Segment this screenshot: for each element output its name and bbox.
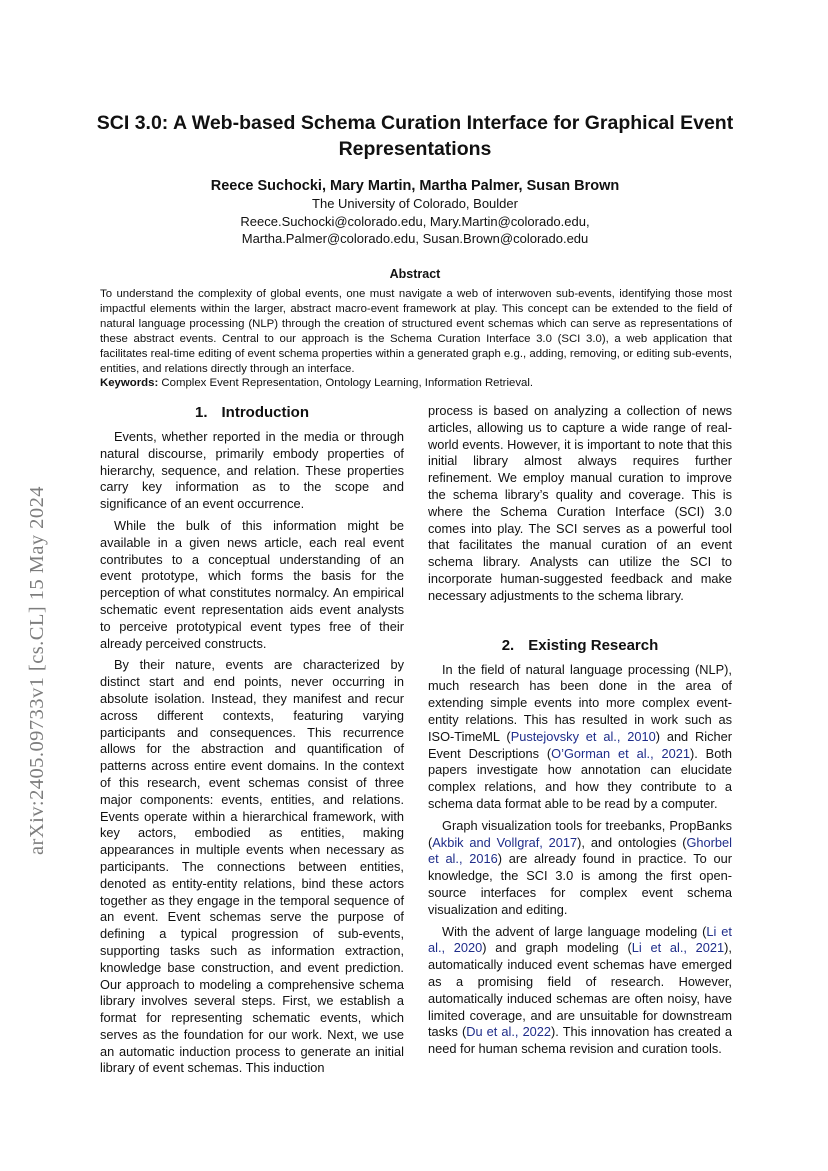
text-run: Graph visualization tools for treebanks, PropBanks ( [428, 817, 732, 850]
citation-link[interactable]: O’Gorman et al., 2021 [551, 745, 690, 761]
paper-title: SCI 3.0: A Web-based Schema Curation Interface for Graphical Event Representations [96, 112, 734, 160]
existing-research-paragraph-1 [428, 662, 732, 813]
section-number: 2. [501, 636, 515, 654]
intro-paragraph-2: While the bulk of this information might be available in a given news article, each real event contributes to a conceptual understanding of an event prototype, which forms the basis for the perception of what constitutes normalcy. An empirical schematic event representation aids event analysts to perceive prototypical event types free of their already perceived constructs. [100, 517, 404, 651]
keywords-label: Keywords: [100, 377, 159, 389]
author-list: Reece Suchocki, Mary Martin, Martha Palmer, Susan Brown [210, 178, 620, 194]
affiliation: The University of Colorado, Boulder [312, 196, 518, 211]
citation-link[interactable]: Du et al., 2022 [466, 1024, 552, 1040]
section-title: Introduction [221, 404, 309, 421]
text-run: ), and ontologies ( [577, 834, 687, 850]
author-emails-line-2: Martha.Palmer@colorado.edu, Susan.Brown@colorado.edu [241, 231, 589, 246]
citation-link[interactable]: Akbik and Vollgraf, 2017 [432, 834, 578, 850]
section-heading-existing-research [428, 636, 732, 656]
intro-paragraph-3: By their nature, events are characterized by distinct start and end points, never occurring in absolute isolation. Instead, they manifest and recur across different contexts, featuring varying participants and consequences. This recurrence allows for the abstraction and quantification of patterns across entire event domains. In the context of this research, event schemas consist of three major components: events, entities, and relations. Events operate within a hierarchical framework, with key actors, embodied as entities, making appearances in multiple events when necessary as participants. The connections between entities, denoted as entity-entity relations, bind these actors together as they engage in the temporal sequence of an event. Event schemas serve the purpose of defining a typical progression of sub-events, supporting tasks such as information extraction, knowledge base construction, and event prediction. Our approach to modeling a comprehensive schema library involves several steps. First, we establish a format for representing schematic events, which serves as the foundation for our work. Next, we use an automatic induction process to generate an initial library of event schemas. This induction [100, 657, 404, 1076]
citation-link[interactable]: Li et al., 2021 [631, 940, 725, 956]
citation-link[interactable]: Pustejovsky et al., 2010 [510, 728, 656, 744]
section-heading-introduction [100, 403, 404, 423]
left-column [100, 403, 404, 1082]
text-run: With the advent of large language modeling ( [442, 923, 707, 939]
author-emails-line-1: Reece.Suchocki@colorado.edu, Mary.Martin@colorado.edu, [240, 213, 590, 229]
arxiv-identifier: arXiv:2405.09733v1 [cs.CL] 15 May 2024 [26, 486, 48, 855]
section-spacer [428, 610, 732, 636]
text-run: ), automatically induced event schemas have emerged as a promising field of research. However, automatically induced schemas are often noisy, have limited coverage, and are unsuitable for downstream tasks ( [428, 940, 732, 1040]
text-run: In the field of natural language processing (NLP), much research has been done in the area of extending simple events into more complex event-entity relations. This has resulted in work such as ISO-TimeML ( [428, 661, 732, 744]
intro-paragraph-1: Events, whether reported in the media or through natural discourse, primarily embody properties of hierarchy, sequence, and relation. These properties carry key information as to the scope and significance of an event occurrence. [100, 429, 404, 512]
keywords-text: Complex Event Representation, Ontology Learning, Information Retrieval. [158, 377, 534, 389]
text-run: ). Both papers investigate how annotation can elucidate complex relations, and how they contribute to a schema data format able to be read by a computer. [428, 745, 732, 811]
text-run: ). This innovation has created a need for human schema revision and curation tools. [428, 1024, 732, 1057]
text-run: ) and Richer Event Descriptions ( [428, 728, 733, 761]
abstract-text: To understand the complexity of global events, one must navigate a web of interwoven sub-events, identifying those most impactful elements within the larger, abstract macro-event framework at play. This concept can be extended to the field of natural language processing (NLP) through the creation of structured event schemas which can serve as representations of these abstract events. Central to our approach is the Schema Curation Interface 3.0 (SCI 3.0), a web application that facilitates real-time editing of event schema properties within a generated graph e.g., adding, removing, or editing sub-events, entities, and relations directly through an interface. [100, 288, 732, 376]
existing-research-paragraph-2 [428, 818, 732, 919]
citation-link[interactable]: Ghorbel et al., 2016 [428, 834, 732, 867]
abstract-heading: Abstract [389, 267, 441, 281]
affiliation-block [90, 195, 740, 248]
citation-link[interactable]: Li et al., 2020 [428, 923, 732, 956]
intro-paragraph-3-continued: process is based on analyzing a collection of news articles, allowing us to capture a wide range of real-world events. However, it is important to note that this initial library almost always requires further refinement. We employ manual curation to improve the schema library’s quality and coverage. This is where the Schema Curation Interface (SCI) 3.0 comes into play. The SCI serves as a powerful tool that facilitates the manual curation of an event schema library. Analysts can utilize the SCI to incorporate human-suggested feedback and make necessary adjustments to the schema library. [428, 403, 732, 603]
text-run: ) and graph modeling ( [482, 940, 632, 956]
text-run: ) are already found in practice. To our knowledge, the SCI 3.0 is among the first open-source interfaces for complex event schema visualization and editing. [428, 851, 732, 917]
right-column [428, 403, 732, 1063]
section-title: Existing Research [528, 636, 659, 654]
section-number: 1. [195, 404, 208, 421]
keywords [100, 376, 732, 391]
existing-research-paragraph-3 [428, 924, 732, 1058]
